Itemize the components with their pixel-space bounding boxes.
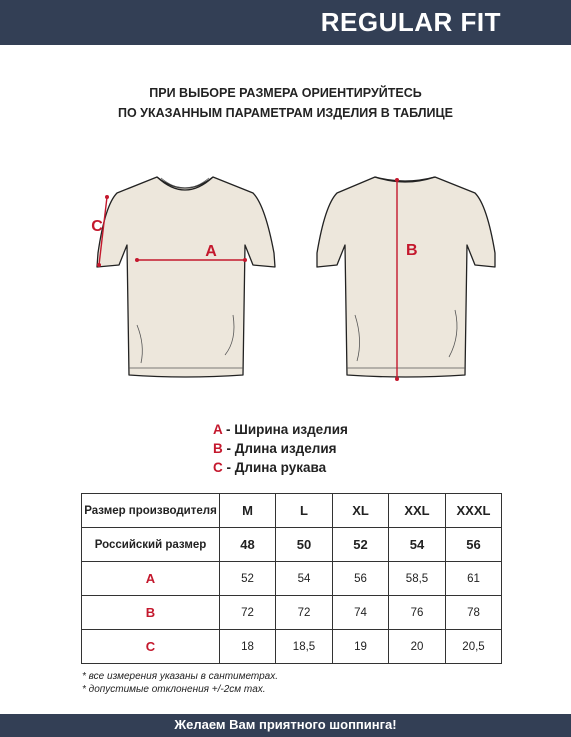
measure-a-start-dot: [135, 258, 139, 262]
tshirt-back-diagram: [305, 165, 505, 395]
measure-c-start-dot: [105, 195, 109, 199]
table-cell: 72: [220, 596, 276, 630]
legend-text-c: - Длина рукава: [222, 460, 327, 475]
table-cell: 56: [446, 528, 502, 562]
table-cell: 58,5: [389, 562, 446, 596]
instructions-line-2: ПО УКАЗАННЫМ ПАРАМЕТРАМ ИЗДЕЛИЯ В ТАБЛИЦЕ: [117, 106, 453, 120]
row-label-b: B: [82, 596, 220, 630]
header-size-l: L: [276, 494, 333, 528]
footer-bar: [0, 714, 571, 737]
header-size-m: M: [220, 494, 276, 528]
table-cell: 19: [333, 630, 389, 664]
instructions-line-1: ПРИ ВЫБОРЕ РАЗМЕРА ОРИЕНТИРУЙТЕСЬ: [149, 86, 422, 100]
footer-message: Желаем Вам приятного шоппинга!: [174, 717, 397, 732]
footnote-units: * все измерения указаны в сантиметрах.: [82, 671, 279, 682]
table-cell: 20,5: [446, 630, 502, 664]
tshirt-front-body: [97, 177, 275, 377]
measure-b-end-dot: [395, 377, 399, 381]
table-row-a: [82, 562, 502, 596]
measure-b-start-dot: [395, 178, 399, 182]
legend-item-c: [213, 458, 348, 477]
row-label-c: C: [82, 630, 220, 664]
table-row-b: [82, 596, 502, 630]
legend-key-c: C: [213, 460, 223, 475]
size-table: [81, 493, 502, 664]
table-cell: 72: [276, 596, 333, 630]
footnotes: [82, 670, 278, 696]
measure-a-end-dot: [243, 258, 247, 262]
table-cell: 52: [333, 528, 389, 562]
legend-item-b: [213, 439, 348, 458]
table-cell: 74: [333, 596, 389, 630]
instructions: [0, 83, 571, 123]
measure-c-label: C: [91, 218, 103, 235]
measure-c-end-dot: [97, 263, 101, 267]
header-size-xl: XL: [333, 494, 389, 528]
table-cell: 54: [389, 528, 446, 562]
table-row-russian: [82, 528, 502, 562]
table-cell: 18,5: [276, 630, 333, 664]
table-cell: 50: [276, 528, 333, 562]
header-bar: [0, 0, 571, 45]
table-cell: 48: [220, 528, 276, 562]
tshirt-back-body: [317, 177, 495, 377]
table-cell: 56: [333, 562, 389, 596]
row-label-a: A: [82, 562, 220, 596]
legend-text-b: - Длина изделия: [222, 441, 337, 456]
measure-b-label: B: [406, 242, 418, 259]
legend-item-a: [213, 420, 348, 439]
legend-key-a: A: [213, 422, 223, 437]
footnote-tolerance: * допустимые отклонения +/-2см max.: [82, 684, 266, 695]
header-row-label: Размер производителя: [82, 494, 220, 528]
header-size-xxxl: XXXL: [446, 494, 502, 528]
table-cell: 78: [446, 596, 502, 630]
tshirt-front-diagram: [85, 165, 285, 395]
table-cell: 61: [446, 562, 502, 596]
table-row-c: [82, 630, 502, 664]
legend-text-a: - Ширина изделия: [222, 422, 348, 437]
measure-a-label: A: [205, 243, 217, 260]
table-cell: 76: [389, 596, 446, 630]
page-title: REGULAR FIT: [320, 7, 501, 37]
table-header-row: [82, 494, 502, 528]
table-cell: 20: [389, 630, 446, 664]
table-cell: 52: [220, 562, 276, 596]
table-cell: 18: [220, 630, 276, 664]
russian-row-label: Российский размер: [82, 528, 220, 562]
header-size-xxl: XXL: [389, 494, 446, 528]
table-cell: 54: [276, 562, 333, 596]
measurement-legend: [213, 420, 348, 477]
legend-key-b: B: [213, 441, 223, 456]
